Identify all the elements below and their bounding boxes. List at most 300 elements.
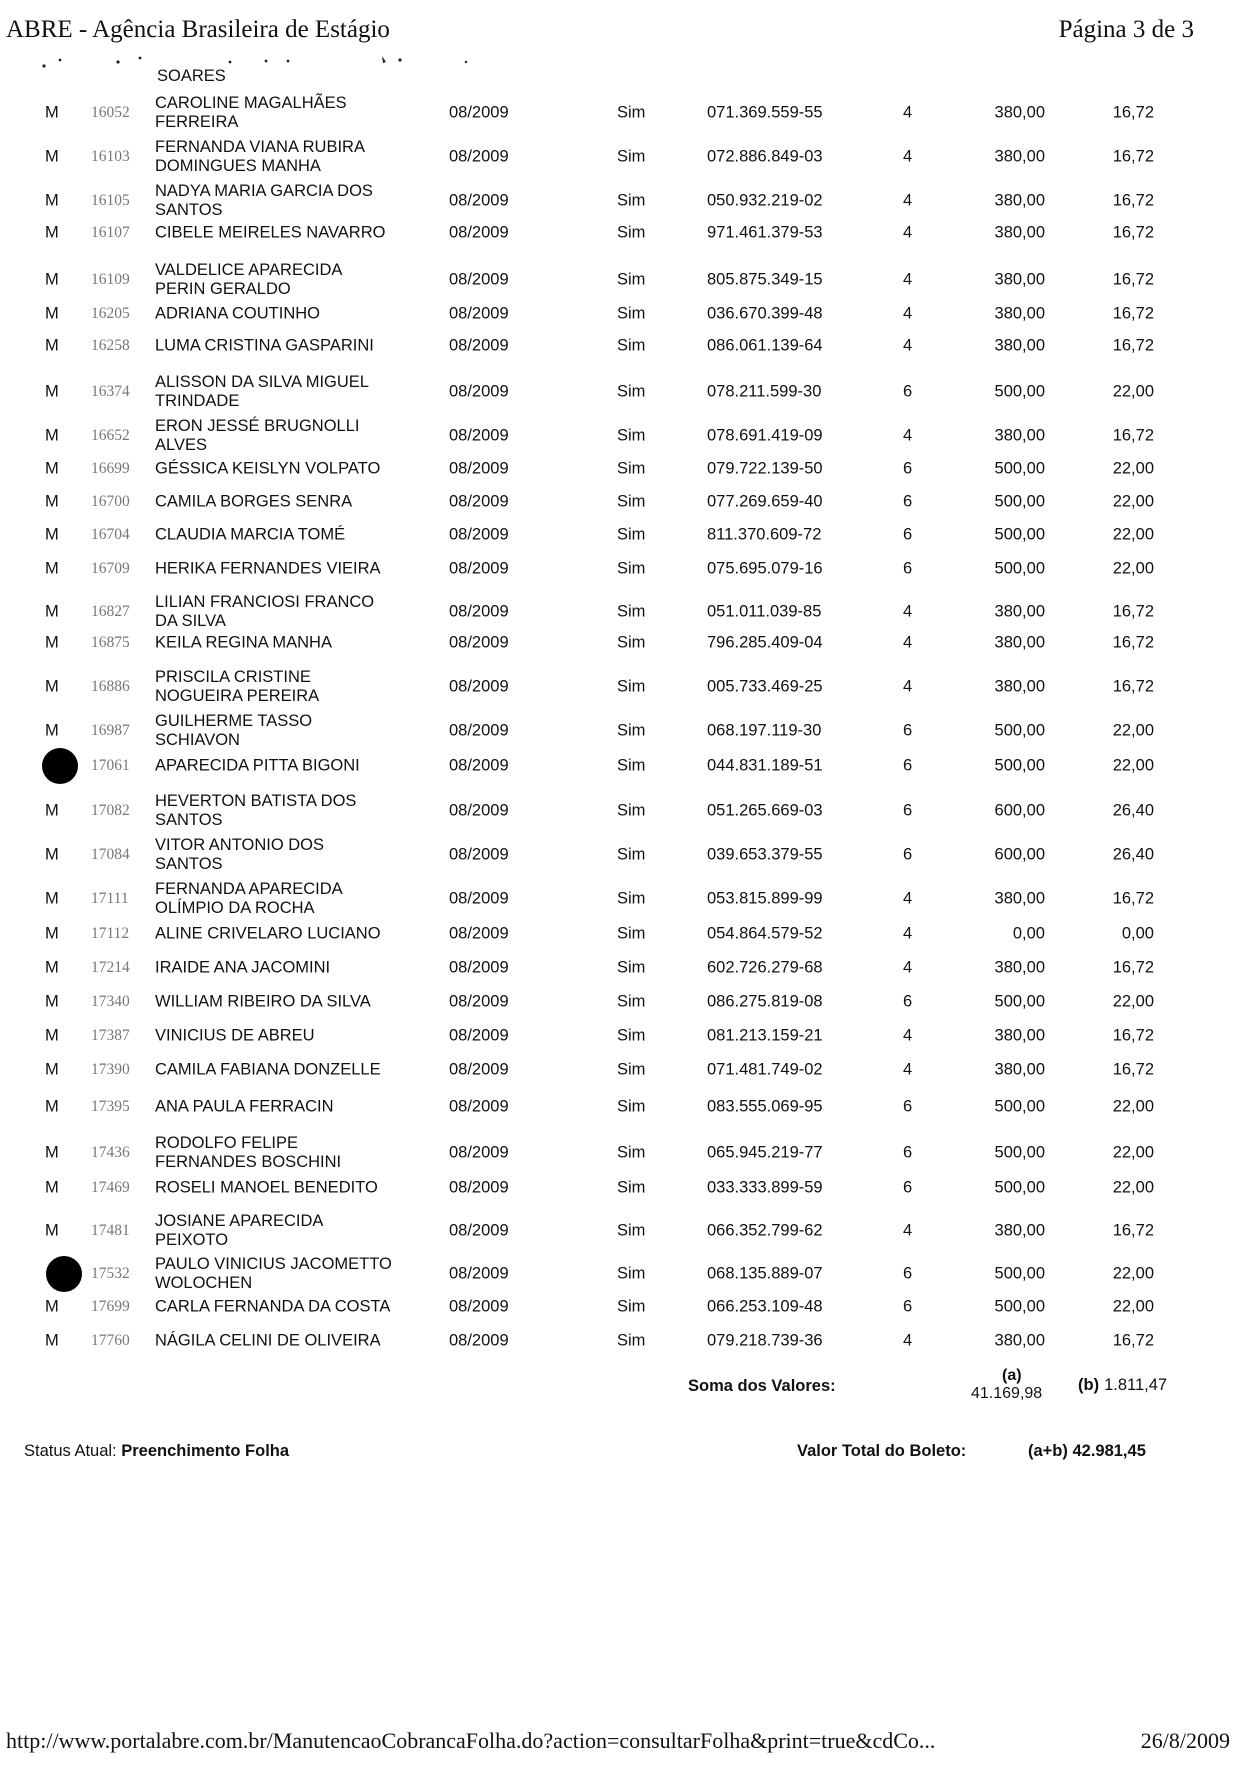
row-name: ROSELI MANOEL BENEDITO (155, 1178, 378, 1197)
row-flag: Sim (617, 1060, 646, 1079)
table-row (0, 524, 1244, 546)
row-value: 380,00 (994, 147, 1045, 166)
row-cpf: 066.352.799-62 (707, 1221, 823, 1240)
row-tax: 16,72 (1112, 677, 1154, 696)
row-cpf: 078.211.599-30 (707, 382, 822, 401)
row-hours: 6 (903, 992, 913, 1011)
row-marker: M (45, 1026, 59, 1045)
row-value: 0,00 (1012, 924, 1045, 943)
boleto-total-value: (a+b) 42.981,45 (1028, 1442, 1146, 1460)
row-reference: 08/2009 (449, 525, 509, 544)
table-row (0, 632, 1244, 654)
row-hours: 4 (903, 223, 913, 242)
row-flag: Sim (617, 1331, 646, 1350)
row-tax: 22,00 (1112, 1097, 1154, 1116)
row-cpf: 078.691.419-09 (707, 426, 823, 445)
row-cpf: 054.864.579-52 (707, 924, 823, 943)
row-code: 17111 (91, 890, 129, 907)
row-cpf: 075.695.079-16 (707, 559, 823, 578)
row-marker: M (45, 1097, 59, 1116)
row-tax: 16,72 (1112, 336, 1154, 355)
status-label: Status Atual: (24, 1442, 117, 1460)
row-flag: Sim (617, 147, 646, 166)
row-marker: M (45, 1331, 59, 1350)
row-reference: 08/2009 (449, 845, 509, 864)
row-code: 17061 (91, 757, 130, 774)
row-value: 380,00 (994, 602, 1045, 621)
table-row (0, 1296, 1244, 1318)
row-value: 500,00 (994, 1264, 1045, 1283)
table-row (0, 592, 1244, 632)
row-cpf: 079.722.139-50 (707, 459, 823, 478)
row-marker: M (45, 1178, 59, 1197)
row-code: 17760 (91, 1332, 130, 1349)
table-row (0, 303, 1244, 325)
row-cpf: 053.815.899-99 (707, 889, 823, 908)
row-cpf: 005.733.469-25 (707, 677, 823, 696)
sum-label: Soma dos Valores: (688, 1377, 836, 1395)
row-cpf: 065.945.219-77 (707, 1143, 823, 1162)
row-hours: 4 (903, 1026, 913, 1045)
table-row (0, 1059, 1244, 1081)
row-reference: 08/2009 (449, 924, 509, 943)
row-hours: 4 (903, 633, 913, 652)
row-reference: 08/2009 (449, 992, 509, 1011)
row-value: 380,00 (994, 889, 1045, 908)
row-reference: 08/2009 (449, 1097, 509, 1116)
row-tax: 22,00 (1112, 559, 1154, 578)
row-hours: 4 (903, 191, 913, 210)
row-marker: M (45, 525, 59, 544)
row-marker: M (45, 1221, 59, 1240)
table-row (0, 879, 1244, 919)
row-reference: 08/2009 (449, 147, 509, 166)
row-marker: M (45, 721, 59, 740)
row-value: 500,00 (994, 559, 1045, 578)
row-cpf: 796.285.409-04 (707, 633, 823, 652)
row-cpf: 811.370.609-72 (707, 525, 822, 544)
row-marker: M (45, 459, 59, 478)
row-marker: M (45, 602, 59, 621)
row-tax: 16,72 (1112, 602, 1154, 621)
row-marker: M (45, 147, 59, 166)
row-flag: Sim (617, 1264, 646, 1283)
row-tax: 16,72 (1112, 304, 1154, 323)
row-reference: 08/2009 (449, 633, 509, 652)
row-tax: 22,00 (1112, 1264, 1154, 1283)
row-value: 380,00 (994, 223, 1045, 242)
row-reference: 08/2009 (449, 1264, 509, 1283)
row-reference: 08/2009 (449, 1143, 509, 1162)
row-code: 16109 (91, 271, 130, 288)
table-row (0, 416, 1244, 456)
row-reference: 08/2009 (449, 270, 509, 289)
status (24, 1442, 289, 1461)
table-row (0, 1254, 1244, 1294)
row-name: LILIAN FRANCIOSI FRANCO DA SILVA (155, 593, 375, 630)
row-value: 380,00 (994, 677, 1045, 696)
row-flag: Sim (617, 756, 646, 775)
row-value: 500,00 (994, 492, 1045, 511)
row-flag: Sim (617, 677, 646, 696)
row-value: 380,00 (994, 1331, 1045, 1350)
row-marker: M (45, 426, 59, 445)
row-hours: 6 (903, 382, 913, 401)
row-flag: Sim (617, 525, 646, 544)
table-row (0, 711, 1244, 751)
table-row (0, 558, 1244, 580)
row-flag: Sim (617, 801, 646, 820)
table-row (0, 1096, 1244, 1118)
row-tax: 16,72 (1112, 426, 1154, 445)
row-reference: 08/2009 (449, 336, 509, 355)
table-row (0, 372, 1244, 412)
row-code: 16709 (91, 560, 130, 577)
row-cpf: 066.253.109-48 (707, 1297, 823, 1316)
row-cpf: 081.213.159-21 (707, 1026, 823, 1045)
row-cpf: 033.333.899-59 (707, 1178, 823, 1197)
row-reference: 08/2009 (449, 1221, 509, 1240)
row-code: 16205 (91, 305, 130, 322)
table-row (0, 835, 1244, 875)
row-hours: 4 (903, 1060, 913, 1079)
row-code: 17112 (91, 925, 130, 942)
row-marker: M (45, 304, 59, 323)
row-flag: Sim (617, 992, 646, 1011)
row-code: 17436 (91, 1144, 130, 1161)
row-tax: 16,72 (1112, 1331, 1154, 1350)
row-name: ANA PAULA FERRACIN (155, 1097, 334, 1116)
row-tax: 22,00 (1112, 756, 1154, 775)
row-marker: M (45, 924, 59, 943)
row-cpf: 083.555.069-95 (707, 1097, 823, 1116)
row-value: 380,00 (994, 1221, 1045, 1240)
row-code: 16374 (91, 383, 130, 400)
row-hours: 4 (903, 336, 913, 355)
row-name: VINICIUS DE ABREU (155, 1026, 315, 1045)
sum-b-value: 1.811,47 (1104, 1376, 1168, 1394)
row-hours: 4 (903, 147, 913, 166)
row-code: 17469 (91, 1179, 130, 1196)
row-value: 380,00 (994, 1060, 1045, 1079)
row-flag: Sim (617, 191, 646, 210)
row-reference: 08/2009 (449, 1026, 509, 1045)
row-marker: M (45, 992, 59, 1011)
row-reference: 08/2009 (449, 756, 509, 775)
row-flag: Sim (617, 304, 646, 323)
row-name: PRISCILA CRISTINE NOGUEIRA PEREIRA (155, 668, 320, 705)
row-name: NÁGILA CELINI DE OLIVEIRA (155, 1331, 381, 1350)
row-marker: M (45, 270, 59, 289)
table-row (0, 1211, 1244, 1251)
scan-specks (30, 44, 490, 70)
row-value: 380,00 (994, 191, 1045, 210)
row-flag: Sim (617, 426, 646, 445)
row-value: 500,00 (994, 1097, 1045, 1116)
sum-b-tag: (b) (1078, 1376, 1100, 1394)
row-marker: M (45, 889, 59, 908)
row-name: ALISSON DA SILVA MIGUEL TRINDADE (155, 373, 369, 410)
row-flag: Sim (617, 1097, 646, 1116)
row-tax: 22,00 (1112, 459, 1154, 478)
row-cpf: 805.875.349-15 (707, 270, 823, 289)
row-value: 380,00 (994, 336, 1045, 355)
row-name: CLAUDIA MARCIA TOMÉ (155, 525, 346, 544)
row-hours: 4 (903, 602, 913, 621)
row-hours: 6 (903, 1178, 913, 1197)
table-row (0, 1330, 1244, 1352)
row-cpf: 072.886.849-03 (707, 147, 823, 166)
row-name: FERNANDA VIANA RUBIRA DOMINGUES MANHA (155, 138, 365, 175)
row-code: 17699 (91, 1298, 130, 1315)
table-row (0, 991, 1244, 1013)
table-row (0, 1025, 1244, 1047)
row-value: 500,00 (994, 756, 1045, 775)
row-flag: Sim (617, 492, 646, 511)
row-flag: Sim (617, 1221, 646, 1240)
row-reference: 08/2009 (449, 677, 509, 696)
row-hours: 4 (903, 889, 913, 908)
row-code: 16258 (91, 337, 130, 354)
row-name: ADRIANA COUTINHO (155, 304, 321, 323)
row-hours: 6 (903, 492, 913, 511)
row-cpf: 039.653.379-55 (707, 845, 823, 864)
footer-url: http://www.portalabre.com.br/ManutencaoCobrancaFolha.do?action=consultarFolha&print=true&cdCo... (6, 1728, 936, 1753)
row-code: 16886 (91, 678, 130, 695)
row-marker: M (45, 559, 59, 578)
row-marker: M (45, 801, 59, 820)
row-code: 17214 (91, 959, 130, 976)
row-hours: 4 (903, 1221, 913, 1240)
row-code: 16987 (91, 722, 130, 739)
row-value: 500,00 (994, 382, 1045, 401)
row-hours: 6 (903, 845, 913, 864)
page-number: Página 3 de 3 (1058, 16, 1194, 43)
row-value: 600,00 (994, 801, 1045, 820)
table-row (0, 260, 1244, 300)
row-name: CARLA FERNANDA DA COSTA (155, 1297, 391, 1316)
row-reference: 08/2009 (449, 1178, 509, 1197)
row-tax: 16,72 (1112, 1060, 1154, 1079)
sum-a-value: 41.169,98 (971, 1385, 1043, 1402)
row-hours: 6 (903, 559, 913, 578)
row-code: 16875 (91, 634, 130, 651)
row-marker: M (45, 492, 59, 511)
row-reference: 08/2009 (449, 382, 509, 401)
row-code: 16827 (91, 603, 130, 620)
row-value: 380,00 (994, 304, 1045, 323)
sum-a-tag: (a) (1002, 1367, 1022, 1384)
row-name: VALDELICE APARECIDA PERIN GERALDO (155, 261, 342, 298)
punch-hole-mark (46, 1256, 82, 1292)
row-tax: 16,72 (1112, 191, 1154, 210)
table-row (0, 755, 1244, 777)
row-code: 17340 (91, 993, 130, 1010)
row-cpf: 079.218.739-36 (707, 1331, 823, 1350)
status-value: Preenchimento Folha (121, 1442, 290, 1460)
row-marker: M (45, 336, 59, 355)
row-value: 380,00 (994, 633, 1045, 652)
row-marker: M (45, 103, 59, 122)
row-name: IRAIDE ANA JACOMINI (155, 958, 331, 977)
row-reference: 08/2009 (449, 1331, 509, 1350)
row-name: KEILA REGINA MANHA (155, 633, 332, 652)
row-name: VITOR ANTONIO DOS SANTOS (155, 836, 325, 873)
row-reference: 08/2009 (449, 459, 509, 478)
row-tax: 22,00 (1112, 1178, 1154, 1197)
row-cpf: 044.831.189-51 (707, 756, 823, 775)
table-row (0, 93, 1244, 133)
row-marker: M (45, 677, 59, 696)
table-row (0, 335, 1244, 357)
row-flag: Sim (617, 958, 646, 977)
sum-b (1078, 1376, 1167, 1395)
row-cpf: 071.481.749-02 (707, 1060, 823, 1079)
row-code: 17532 (91, 1265, 130, 1282)
row-tax: 16,72 (1112, 270, 1154, 289)
row-flag: Sim (617, 1297, 646, 1316)
row-name: LUMA CRISTINA GASPARINI (155, 336, 374, 355)
row-flag: Sim (617, 1178, 646, 1197)
table-row (0, 181, 1244, 221)
row-marker: M (45, 633, 59, 652)
table-row (0, 458, 1244, 480)
row-name: APARECIDA PITTA BIGONI (155, 756, 360, 775)
row-marker: M (45, 845, 59, 864)
row-hours: 6 (903, 756, 913, 775)
row-tax: 16,72 (1112, 958, 1154, 977)
row-value: 380,00 (994, 958, 1045, 977)
row-name: JOSIANE APARECIDA PEIXOTO (155, 1212, 323, 1249)
row-hours: 4 (903, 103, 913, 122)
row-tax: 16,72 (1112, 633, 1154, 652)
row-reference: 08/2009 (449, 958, 509, 977)
row-marker: M (45, 191, 59, 210)
row-cpf: 971.461.379-53 (707, 223, 823, 242)
row-reference: 08/2009 (449, 191, 509, 210)
row-reference: 08/2009 (449, 426, 509, 445)
row-name: GUILHERME TASSO SCHIAVON (155, 712, 313, 749)
row-name: ALINE CRIVELARO LUCIANO (155, 924, 381, 943)
row-code: 16699 (91, 460, 130, 477)
row-value: 380,00 (994, 270, 1045, 289)
row-flag: Sim (617, 889, 646, 908)
row-code: 17395 (91, 1098, 130, 1115)
row-tax: 22,00 (1112, 382, 1154, 401)
boleto-total-label: Valor Total do Boleto: (797, 1442, 967, 1460)
row-tax: 26,40 (1112, 845, 1154, 864)
row-reference: 08/2009 (449, 103, 509, 122)
row-flag: Sim (617, 103, 646, 122)
row-code: 16700 (91, 493, 130, 510)
row-flag: Sim (617, 270, 646, 289)
row-hours: 6 (903, 801, 913, 820)
row-hours: 6 (903, 1297, 913, 1316)
row-value: 380,00 (994, 426, 1045, 445)
row-marker: M (45, 1297, 59, 1316)
row-flag: Sim (617, 602, 646, 621)
row-cpf: 068.197.119-30 (707, 721, 822, 740)
row-tax: 16,72 (1112, 1026, 1154, 1045)
row-flag: Sim (617, 559, 646, 578)
row-tax: 16,72 (1112, 223, 1154, 242)
row-code: 16107 (91, 224, 130, 241)
row-name: ERON JESSÉ BRUGNOLLI ALVES (155, 417, 360, 454)
footer-date: 26/8/2009 (1140, 1728, 1230, 1753)
row-code: 17387 (91, 1027, 130, 1044)
row-reference: 08/2009 (449, 304, 509, 323)
row-value: 500,00 (994, 992, 1045, 1011)
row-hours: 6 (903, 459, 913, 478)
row-tax: 22,00 (1112, 492, 1154, 511)
row-reference: 08/2009 (449, 889, 509, 908)
table-row (0, 222, 1244, 244)
row-name: CAMILA BORGES SENRA (155, 492, 353, 511)
row-cpf: 051.011.039-85 (707, 602, 822, 621)
row-reference: 08/2009 (449, 1297, 509, 1316)
row-code: 17390 (91, 1061, 130, 1078)
row-cpf: 050.932.219-02 (707, 191, 823, 210)
row-value: 500,00 (994, 1297, 1045, 1316)
row-marker: M (45, 1143, 59, 1162)
row-hours: 4 (903, 304, 913, 323)
table-row (0, 1177, 1244, 1199)
row-code: 16105 (91, 192, 130, 209)
row-hours: 6 (903, 1143, 913, 1162)
row-name: CAMILA FABIANA DONZELLE (155, 1060, 381, 1079)
row-code: 16704 (91, 526, 130, 543)
row-name: RODOLFO FELIPE FERNANDES BOSCHINI (155, 1134, 342, 1171)
row-marker: M (45, 223, 59, 242)
table-row (0, 791, 1244, 831)
row-tax: 16,72 (1112, 103, 1154, 122)
table-row (0, 491, 1244, 513)
row-hours: 6 (903, 1264, 913, 1283)
row-tax: 16,72 (1112, 147, 1154, 166)
row-flag: Sim (617, 845, 646, 864)
row-value: 380,00 (994, 1026, 1045, 1045)
row-code: 17084 (91, 846, 130, 863)
row-value: 500,00 (994, 1143, 1045, 1162)
row-tax: 16,72 (1112, 1221, 1154, 1240)
row-value: 600,00 (994, 845, 1045, 864)
row-name: HEVERTON BATISTA DOS SANTOS (155, 792, 357, 829)
table-row (0, 923, 1244, 945)
row-cpf: 077.269.659-40 (707, 492, 823, 511)
row-value: 500,00 (994, 721, 1045, 740)
row-flag: Sim (617, 382, 646, 401)
document-header-title: ABRE - Agência Brasileira de Estágio (6, 16, 390, 43)
row-name: CAROLINE MAGALHÃES FERREIRA (155, 94, 347, 131)
row-cpf: 086.275.819-08 (707, 992, 823, 1011)
row-cpf: 051.265.669-03 (707, 801, 823, 820)
row-reference: 08/2009 (449, 801, 509, 820)
table-row (0, 1133, 1244, 1173)
table-row (0, 957, 1244, 979)
table-row (0, 667, 1244, 707)
row-hours: 4 (903, 1331, 913, 1350)
row-flag: Sim (617, 336, 646, 355)
row-cpf: 071.369.559-55 (707, 103, 823, 122)
row-name: PAULO VINICIUS JACOMETTO WOLOCHEN (155, 1255, 392, 1292)
row-reference: 08/2009 (449, 1060, 509, 1079)
row-flag: Sim (617, 924, 646, 943)
row-tax: 22,00 (1112, 1297, 1154, 1316)
row-hours: 4 (903, 958, 913, 977)
row-value: 500,00 (994, 1178, 1045, 1197)
row-code: 17481 (91, 1222, 130, 1239)
row-reference: 08/2009 (449, 721, 509, 740)
